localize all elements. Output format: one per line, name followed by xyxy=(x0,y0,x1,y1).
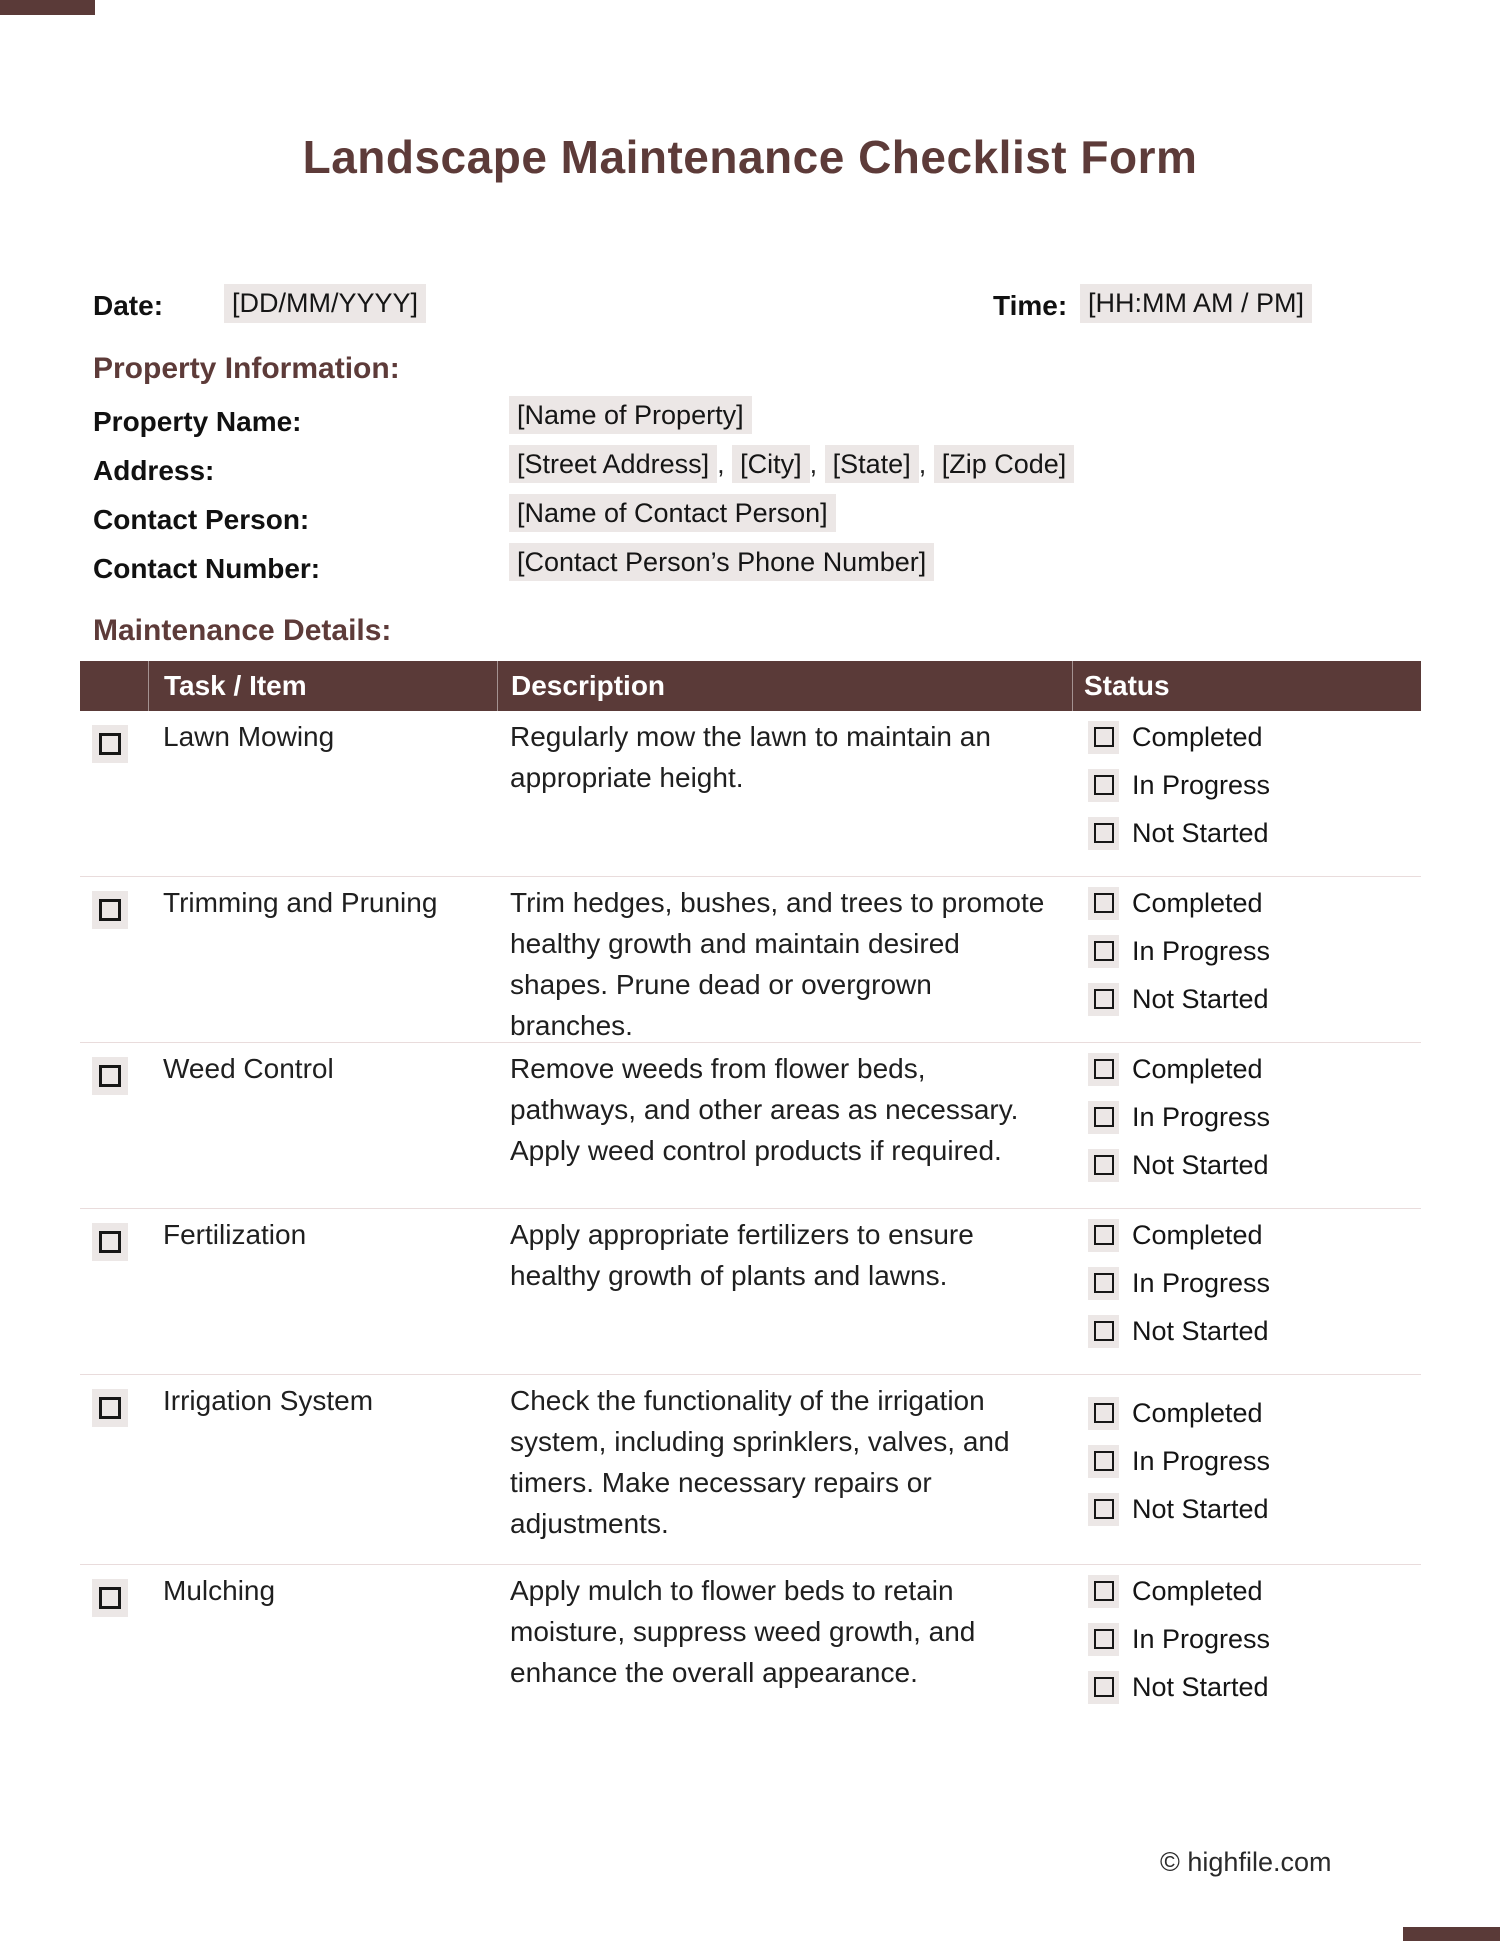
status-checkbox-in-progress[interactable] xyxy=(1088,1623,1119,1656)
status-checkbox-in-progress[interactable] xyxy=(1088,935,1119,968)
date-value-field[interactable]: [DD/MM/YYYY] xyxy=(224,284,426,323)
status-checkbox-completed[interactable] xyxy=(1088,1219,1119,1252)
column-header-status: Status xyxy=(1072,661,1421,711)
checkbox-square-icon xyxy=(1094,1403,1114,1423)
property-field-value xyxy=(509,449,1074,480)
task-checkbox-cell xyxy=(80,1209,148,1374)
status-label: Not Started xyxy=(1132,1671,1269,1702)
status-option-completed xyxy=(1088,1567,1421,1615)
status-checkbox-completed[interactable] xyxy=(1088,887,1119,920)
task-row-weed-control xyxy=(80,1043,1421,1209)
checkbox-square-icon xyxy=(1094,775,1114,795)
status-checkbox-completed[interactable] xyxy=(1088,721,1119,754)
bottom-right-corner-decoration xyxy=(1403,1927,1500,1941)
task-checkbox-weed-control[interactable] xyxy=(92,1057,128,1095)
status-checkbox-not-started[interactable] xyxy=(1088,817,1119,850)
status-cell xyxy=(1072,1209,1421,1374)
task-row-trimming-and-pruning xyxy=(80,877,1421,1043)
task-name: Fertilization xyxy=(163,1219,307,1250)
status-checkbox-in-progress[interactable] xyxy=(1088,1101,1119,1134)
status-option-not-started xyxy=(1088,1307,1421,1355)
status-option-in-progress xyxy=(1088,1437,1421,1485)
checkbox-square-icon xyxy=(99,1065,121,1087)
checkbox-square-icon xyxy=(99,1231,121,1253)
status-label: In Progress xyxy=(1132,1445,1271,1476)
task-checkbox-cell xyxy=(80,1375,148,1564)
top-left-corner-decoration xyxy=(0,0,95,15)
status-label: Completed xyxy=(1132,887,1263,918)
status-option-in-progress xyxy=(1088,927,1421,975)
task-description-cell xyxy=(497,1565,1072,1741)
value-separator: , xyxy=(809,449,825,479)
property-field-value xyxy=(509,498,836,529)
task-name: Weed Control xyxy=(163,1053,334,1084)
task-description-cell xyxy=(497,877,1072,1046)
task-checkbox-irrigation-system[interactable] xyxy=(92,1389,128,1427)
status-label: Completed xyxy=(1132,1219,1263,1250)
checkbox-square-icon xyxy=(1094,1629,1114,1649)
property-value-field-contact-person-s-phone-number[interactable]: [Contact Person’s Phone Number] xyxy=(509,543,934,581)
task-row-fertilization xyxy=(80,1209,1421,1375)
checkbox-square-icon xyxy=(1094,1499,1114,1519)
date-label: Date: xyxy=(93,290,164,321)
status-checkbox-not-started[interactable] xyxy=(1088,1149,1119,1182)
checkbox-square-icon xyxy=(1094,1273,1114,1293)
task-name: Trimming and Pruning xyxy=(163,887,438,918)
status-label: Completed xyxy=(1132,721,1263,752)
value-separator: , xyxy=(717,449,733,479)
property-field-label: Contact Number: xyxy=(93,553,321,584)
status-label: In Progress xyxy=(1132,935,1271,966)
task-row-mulching xyxy=(80,1565,1421,1741)
status-label: Completed xyxy=(1132,1053,1263,1084)
status-label: In Progress xyxy=(1132,769,1271,800)
task-description: Apply mulch to flower beds to retain moisture, suppress weed growth, and enhance the overall appearance. xyxy=(510,1575,976,1688)
checkbox-square-icon xyxy=(1094,893,1114,913)
task-description: Check the functionality of the irrigation system, including sprinklers, valves, and timers. Make necessary repairs or adjustments. xyxy=(510,1385,1010,1539)
task-checkbox-cell xyxy=(80,877,148,1046)
property-information-section xyxy=(0,400,1500,596)
status-checkbox-not-started[interactable] xyxy=(1088,1315,1119,1348)
status-label: Completed xyxy=(1132,1575,1263,1606)
checkbox-square-icon xyxy=(1094,727,1114,747)
task-name: Irrigation System xyxy=(163,1385,374,1416)
task-description: Regularly mow the lawn to maintain an appropriate height. xyxy=(510,721,991,793)
table-body xyxy=(80,711,1421,1741)
task-checkbox-mulching[interactable] xyxy=(92,1579,128,1617)
status-label: In Progress xyxy=(1132,1101,1271,1132)
property-row xyxy=(0,449,1500,498)
status-label: Not Started xyxy=(1132,817,1269,848)
task-checkbox-lawn-mowing[interactable] xyxy=(92,725,128,763)
status-option-completed xyxy=(1088,1045,1421,1093)
column-header-checkbox xyxy=(80,661,148,711)
checkbox-square-icon xyxy=(1094,1155,1114,1175)
status-option-not-started xyxy=(1088,1141,1421,1189)
status-cell xyxy=(1072,711,1421,876)
task-name: Lawn Mowing xyxy=(163,721,335,752)
property-row xyxy=(0,547,1500,596)
page-title: Landscape Maintenance Checklist Form xyxy=(302,131,1198,183)
status-cell xyxy=(1072,877,1421,1046)
status-label: In Progress xyxy=(1132,1267,1271,1298)
task-checkbox-cell xyxy=(80,711,148,876)
task-description-cell xyxy=(497,1375,1072,1564)
checkbox-square-icon xyxy=(1094,941,1114,961)
checkbox-square-icon xyxy=(1094,1581,1114,1601)
task-description: Remove weeds from flower beds, pathways, and other areas as necessary. Apply weed control products if required. xyxy=(510,1053,1019,1166)
footer-credit: © highfile.com xyxy=(1160,1847,1332,1877)
property-value-field-zip-code[interactable]: [Zip Code] xyxy=(934,445,1075,483)
checkbox-square-icon xyxy=(99,1587,121,1609)
status-option-in-progress xyxy=(1088,1093,1421,1141)
checkbox-square-icon xyxy=(99,899,121,921)
property-value-field-street-address[interactable]: [Street Address] xyxy=(509,445,717,483)
status-cell xyxy=(1072,1043,1421,1208)
property-field-label: Property Name: xyxy=(93,406,302,437)
checkbox-square-icon xyxy=(1094,823,1114,843)
status-checkbox-in-progress[interactable] xyxy=(1088,769,1119,802)
checkbox-square-icon xyxy=(1094,1677,1114,1697)
task-description-cell xyxy=(497,1209,1072,1374)
status-checkbox-not-started[interactable] xyxy=(1088,1671,1119,1704)
property-value-field-name-of-contact-person[interactable]: [Name of Contact Person] xyxy=(509,494,836,532)
status-checkbox-in-progress[interactable] xyxy=(1088,1267,1119,1300)
status-label: Not Started xyxy=(1132,1149,1269,1180)
property-value-field-state[interactable]: [State] xyxy=(825,445,919,483)
task-description-cell xyxy=(497,711,1072,876)
status-option-in-progress xyxy=(1088,1259,1421,1307)
task-row-irrigation-system xyxy=(80,1375,1421,1565)
checkbox-square-icon xyxy=(1094,1059,1114,1079)
maintenance-table xyxy=(80,661,1421,1741)
status-option-completed xyxy=(1088,1389,1421,1437)
status-option-in-progress xyxy=(1088,1615,1421,1663)
status-option-completed xyxy=(1088,879,1421,927)
status-option-in-progress xyxy=(1088,761,1421,809)
time-label: Time: xyxy=(993,290,1068,321)
column-header-description: Description xyxy=(497,661,1072,711)
property-field-label: Address: xyxy=(93,455,215,486)
property-field-value xyxy=(509,547,934,578)
status-option-completed xyxy=(1088,713,1421,761)
status-checkbox-completed[interactable] xyxy=(1088,1397,1119,1430)
status-checkbox-in-progress[interactable] xyxy=(1088,1445,1119,1478)
column-header-task-item: Task / Item xyxy=(148,661,497,711)
checkbox-square-icon xyxy=(1094,1107,1114,1127)
status-checkbox-not-started[interactable] xyxy=(1088,1493,1119,1526)
table-header-row xyxy=(80,661,1421,711)
value-separator: , xyxy=(918,449,934,479)
property-field-value xyxy=(509,400,752,431)
status-label: Not Started xyxy=(1132,1493,1269,1524)
checkbox-square-icon xyxy=(1094,1321,1114,1341)
checkbox-square-icon xyxy=(1094,989,1114,1009)
checkbox-square-icon xyxy=(99,733,121,755)
property-row xyxy=(0,498,1500,547)
status-checkbox-completed[interactable] xyxy=(1088,1053,1119,1086)
task-description-cell xyxy=(497,1043,1072,1208)
checkbox-square-icon xyxy=(1094,1451,1114,1471)
task-checkbox-cell xyxy=(80,1043,148,1208)
status-label: Not Started xyxy=(1132,1315,1269,1346)
task-checkbox-cell xyxy=(80,1565,148,1741)
task-description: Apply appropriate fertilizers to ensure healthy growth of plants and lawns. xyxy=(510,1219,974,1291)
status-option-not-started xyxy=(1088,1485,1421,1533)
task-checkbox-fertilization[interactable] xyxy=(92,1223,128,1261)
property-information-heading: Property Information: xyxy=(93,352,400,385)
status-option-not-started xyxy=(1088,809,1421,857)
task-row-lawn-mowing xyxy=(80,711,1421,877)
status-label: Not Started xyxy=(1132,983,1269,1014)
task-description: Trim hedges, bushes, and trees to promote healthy growth and maintain desired shapes. Prune dead or overgrown branches. xyxy=(510,887,1045,1041)
property-value-field-city[interactable]: [City] xyxy=(732,445,810,483)
status-checkbox-not-started[interactable] xyxy=(1088,983,1119,1016)
task-name: Mulching xyxy=(163,1575,276,1606)
property-value-field-name-of-property[interactable]: [Name of Property] xyxy=(509,396,752,434)
checkbox-square-icon xyxy=(1094,1225,1114,1245)
status-option-not-started xyxy=(1088,975,1421,1023)
time-value-field[interactable]: [HH:MM AM / PM] xyxy=(1080,284,1312,323)
status-label: In Progress xyxy=(1132,1623,1271,1654)
property-row xyxy=(0,400,1500,449)
status-option-completed xyxy=(1088,1211,1421,1259)
task-checkbox-trimming-and-pruning[interactable] xyxy=(92,891,128,929)
checkbox-square-icon xyxy=(99,1397,121,1419)
status-checkbox-completed[interactable] xyxy=(1088,1575,1119,1608)
status-option-not-started xyxy=(1088,1663,1421,1711)
property-field-label: Contact Person: xyxy=(93,504,310,535)
status-cell xyxy=(1072,1375,1421,1564)
maintenance-details-heading: Maintenance Details: xyxy=(93,614,392,647)
status-cell xyxy=(1072,1565,1421,1741)
status-label: Completed xyxy=(1132,1397,1263,1428)
